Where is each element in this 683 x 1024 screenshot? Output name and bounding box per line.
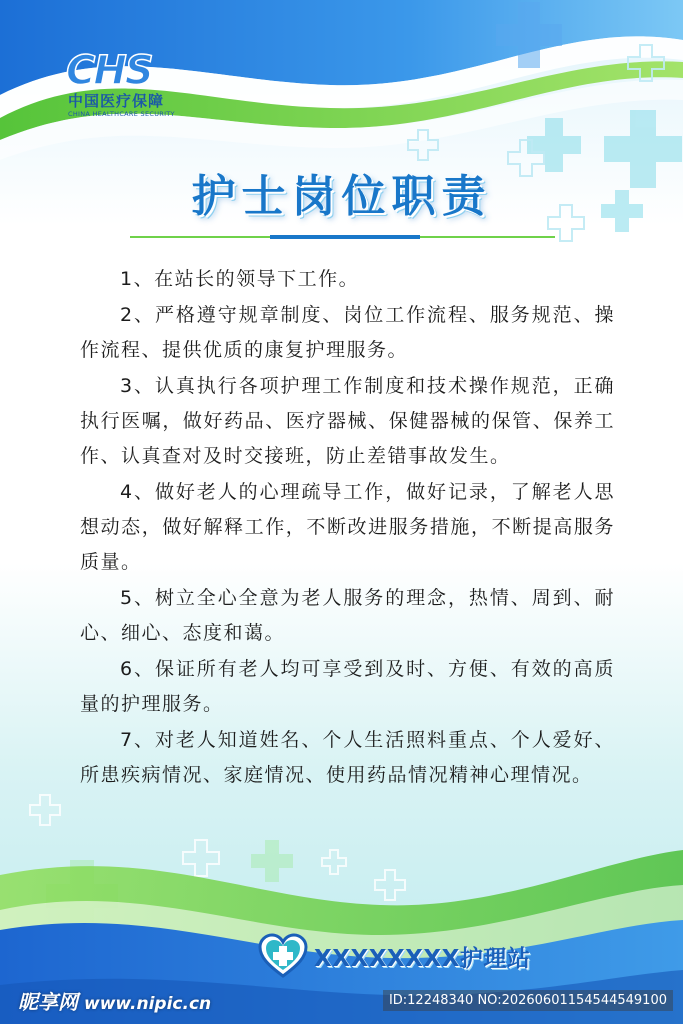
duty-item-6: 6、保证所有老人均可享受到及时、方便、有效的高质量的护理服务。	[80, 658, 615, 715]
watermark-brand-group	[18, 986, 211, 1015]
duty-item-5: 5、树立全心全意为老人服务的理念，热情、周到、耐心、细心、态度和蔼。	[80, 587, 615, 644]
chs-logo-mark	[64, 48, 182, 92]
heart-cross-icon	[258, 932, 308, 980]
duty-item-2: 2、严格遵守规章制度、岗位工作流程、服务规范、操作流程、提供优质的康复护理服务。	[80, 304, 615, 361]
logo-name-en: CHINA HEALTHCARE SECURITY	[68, 110, 175, 118]
logo-name-cn: 中国医疗保障	[68, 92, 165, 110]
watermark-bar	[0, 982, 683, 1024]
chs-logo-letters: CHS	[66, 48, 152, 92]
title-divider	[130, 234, 555, 240]
duty-item-7: 7、对老人知道姓名、个人生活照料重点、个人爱好、所患疾病情况、家庭情况、使用药品情况精神心理情况。	[80, 729, 615, 786]
chs-logo	[64, 48, 194, 128]
station-name: XXXXXXXX护理站	[314, 946, 531, 972]
duty-item-1: 1、在站长的领导下工作。	[120, 268, 360, 290]
watermark-brand: 昵享网	[18, 990, 78, 1014]
watermark-id: ID:12248340 NO:20260601154544549100	[383, 990, 673, 1011]
duty-item-4: 4、做好老人的心理疏导工作，做好记录，了解老人思想动态，做好解释工作，不断改进服务措施，不断提高服务质量。	[80, 481, 615, 573]
duty-list	[80, 262, 615, 794]
watermark-site: www.nipic.cn	[84, 994, 212, 1014]
station-footer	[258, 932, 558, 980]
duty-item-3: 3、认真执行各项护理工作制度和技术操作规范，正确执行医嘱，做好药品、医疗器械、保健器械的保管、保养工作、认真查对及时交接班，防止差错事故发生。	[80, 375, 615, 467]
page-title: 护士岗位职责	[191, 171, 492, 222]
